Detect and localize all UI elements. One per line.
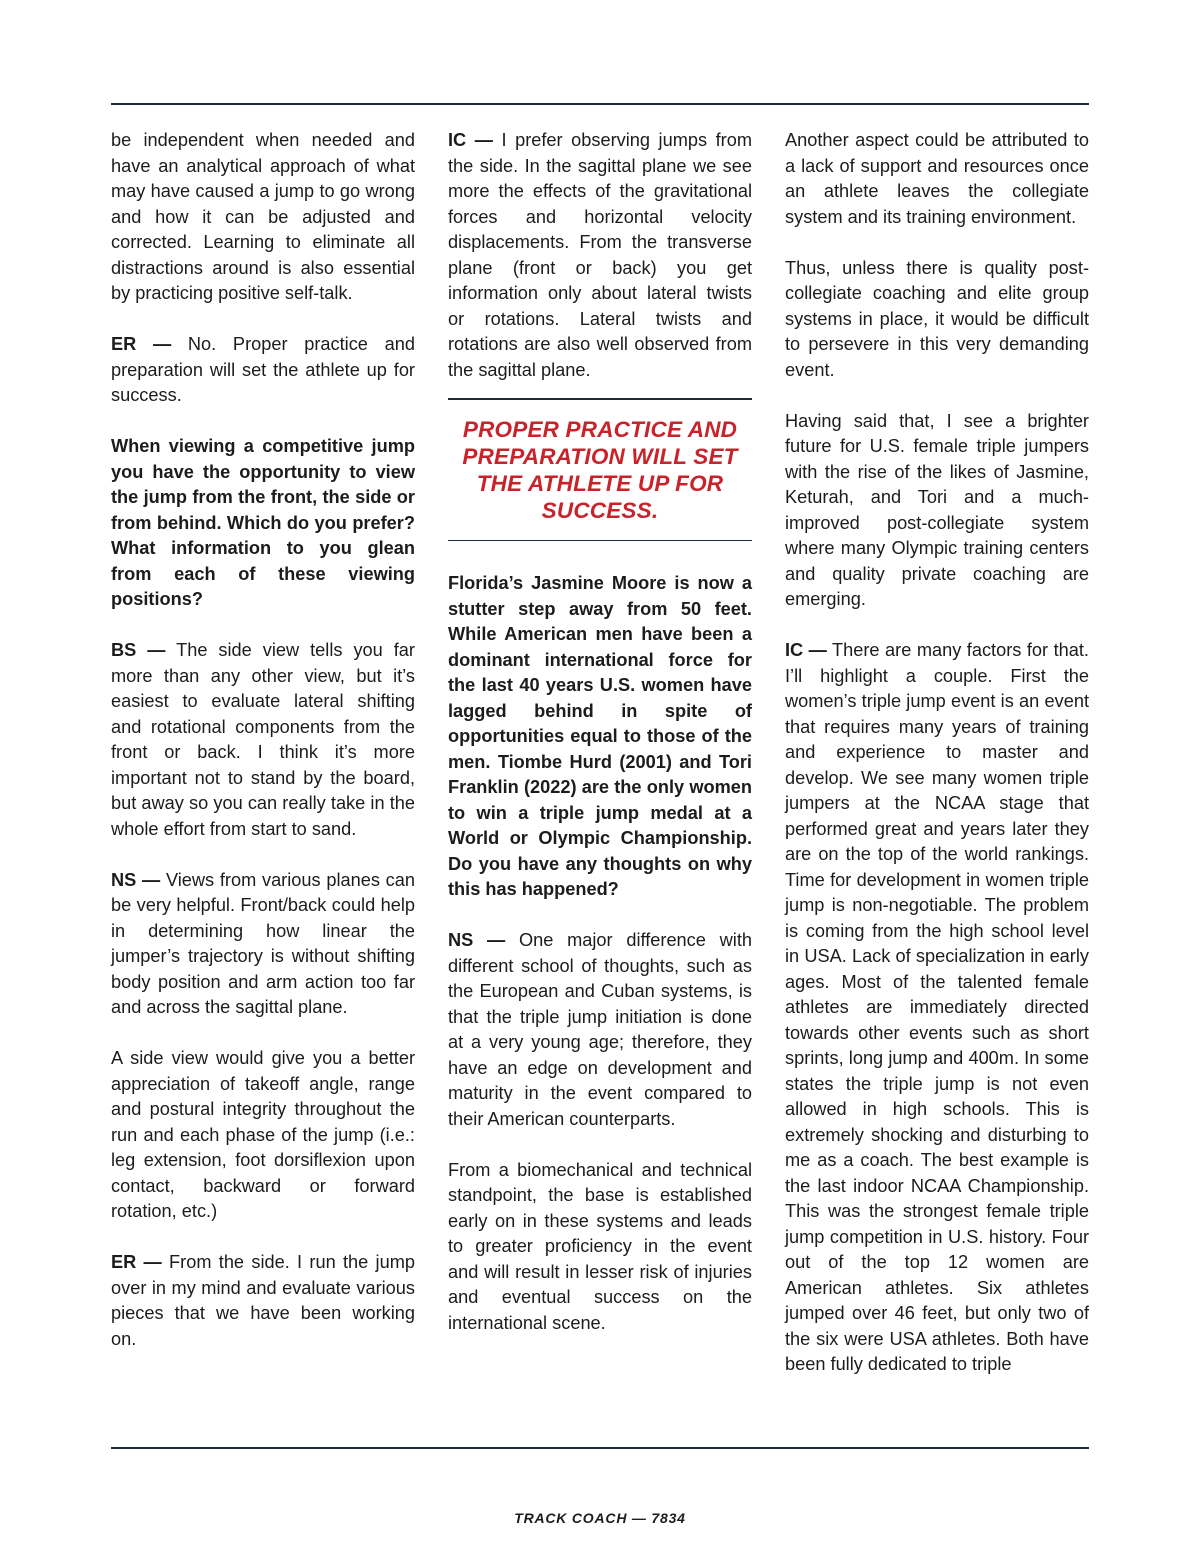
- answer-er: [111, 332, 415, 409]
- column-3: [785, 128, 1089, 1378]
- answer-text: One major difference with different school of thoughts, such as the European and Cuban systems, is that the triple jump initiation is done at a very young age; therefore, they have an edge on development and maturity in the event compared to their American counterparts.: [448, 930, 752, 1129]
- answer-text: The side view tells you far more than any other view, but it’s easiest to evaluate lateral shifting and rotational components from the front or back. I think it’s more important not to stand by the board, but away so you can really take in the whole effort from start to sand.: [111, 640, 415, 839]
- bottom-rule: [111, 1447, 1089, 1449]
- speaker-label: IC —: [785, 640, 827, 660]
- paragraph: A side view would give you a better appreciation of takeoff angle, range and postural integrity throughout the run and each phase of the jump (i.e.: leg extension, foot dorsiflexion upon contact, backward or forward rotation, etc.): [111, 1048, 415, 1221]
- column-2: [448, 128, 752, 1336]
- answer-text: No. Proper practice and preparation will set the athlete up for success.: [111, 334, 415, 405]
- answer-ns: [111, 868, 415, 1021]
- column-1: [111, 128, 415, 1352]
- pullquote-top-rule: [448, 398, 752, 400]
- speaker-label: ER —: [111, 1252, 162, 1272]
- answer-ns: [448, 928, 752, 1132]
- speaker-label: NS —: [448, 930, 506, 950]
- paragraph: be independent when needed and have an analytical approach of what may have caused a jump to go wrong and how it can be adjusted and corrected. Learning to eliminate all distractions around is also essential by practicing positive self-talk.: [111, 130, 415, 303]
- page-footer: TRACK COACH — 7834: [514, 1510, 686, 1526]
- answer-ic: [785, 638, 1089, 1378]
- answer-bs: [111, 638, 415, 842]
- answer-text: Views from various planes can be very helpful. Front/back could help in determining how linear the jumper’s trajectory is without shifting body position and arm action too far and across the sagittal plane.: [111, 869, 416, 1017]
- top-rule: [111, 103, 1089, 105]
- speaker-label: BS —: [111, 640, 166, 660]
- answer-text: There are many factors for that. I’ll highlight a couple. First the women’s triple jump event is an event that requires many years of training and experience to master and develop. We see many women triple jumpers at the NCAA stage that performed great and years later they are on the top of the world rankings. Time for development in women triple jump is non-negotiable. The problem is coming from the high school level in USA. Lack of specialization in early ages. Most of the talented female athletes are immediately directed towards other events such as short sprints, long jump and 400m. In some states the triple jump is not even allowed in high schools. This is extremely shocking and disturbing to me as a coach. The best example is the last indoor NCAA Championship. This was the strongest female triple jump competition in U.S. history. Four out of the top 12 women are American athletes. Six athletes jumped over 46 feet, but only two of the six were USA athletes. Both have been fully dedicated to triple: [785, 640, 1089, 1374]
- answer-text: From the side. I run the jump over in my mind and evaluate various pieces that we have been working on.: [111, 1252, 415, 1349]
- answer-er: [111, 1250, 415, 1352]
- paragraph: Thus, unless there is quality post-collegiate coaching and elite group systems in place, it would be difficult to persevere in this very demanding event.: [785, 257, 1089, 380]
- paragraph: Another aspect could be attributed to a lack of support and resources once an athlete leaves the collegiate system and its training environment.: [785, 130, 1089, 227]
- pullquote-bottom-rule: [448, 540, 752, 542]
- speaker-label: NS —: [111, 869, 161, 890]
- answer-ic: [448, 128, 752, 383]
- speaker-label: ER —: [111, 334, 172, 354]
- interview-question: Florida’s Jasmine Moore is now a stutter step away from 50 feet. While American men have been a dominant international force for the last 40 years U.S. women have lagged behind in spite of opportunities equal to those of the men. Tiombe Hurd (2001) and Tori Franklin (2022) are the only women to win a triple jump medal at a World or Olympic Championship. Do you have any thoughts on why this has happened?: [448, 573, 752, 899]
- pull-quote: PROPER PRACTICE AND PREPARATION WILL SET THE ATHLETE UP FOR SUCCESS.: [462, 416, 738, 523]
- answer-text: I prefer observing jumps from the side. In the sagittal plane we see more the effects of the gravitational forces and horizontal velocity displacements. From the transverse plane (front or back) you get information only about lateral twists or rotations. Lateral twists and rotations are also well observed from the sagittal plane.: [448, 130, 752, 380]
- paragraph: From a biomechanical and technical standpoint, the base is established early on in these systems and leads to greater proficiency in the event and will result in lesser risk of injuries and eventual success on the international scene.: [448, 1159, 752, 1333]
- interview-question: When viewing a competitive jump you have the opportunity to view the jump from the front, the side or from behind. Which do you prefer? What information to you glean from each of these viewing positions?: [111, 436, 415, 609]
- speaker-label: IC —: [448, 130, 493, 150]
- paragraph: Having said that, I see a brighter future for U.S. female triple jumpers with the rise of the likes of Jasmine, Keturah, and Tori and a much-improved post-collegiate system where many Olympic training centers and quality private coaching are emerging.: [785, 410, 1089, 609]
